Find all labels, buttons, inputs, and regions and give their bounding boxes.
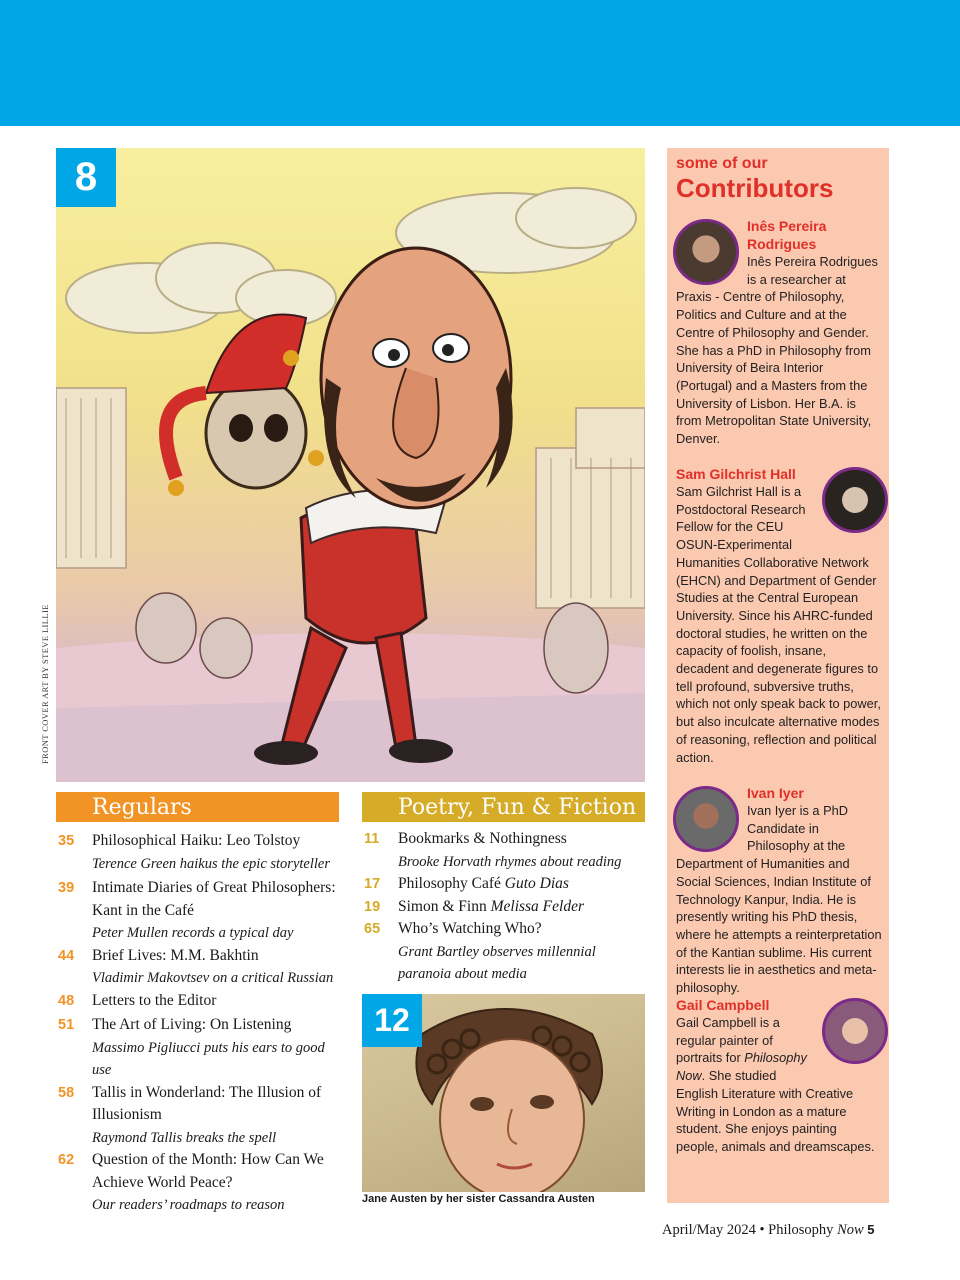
avatar — [822, 467, 888, 533]
bullet: • — [759, 1222, 765, 1238]
contributor-name: Gail Campbell — [676, 997, 770, 1013]
contributor-gail — [676, 996, 882, 1156]
entry-title: Philosophy Café — [398, 875, 501, 892]
contributor-bio: Gail Campbell is a regular painter of portraits for — [676, 1015, 780, 1066]
entry-subtitle: Massimo Pigliucci puts his ears to good use — [92, 1039, 325, 1078]
page-number: 19 — [364, 898, 381, 915]
entry-title: Letters to the Editor — [92, 991, 217, 1009]
shakespeare-caricature-image — [56, 148, 645, 782]
contributor-bio: . She studied English Literature with Creative Writing in London as a mature student. She enjoys painting people, animals and dreamscapes. — [676, 1068, 875, 1154]
page-badge-12[interactable]: 12 — [362, 994, 422, 1047]
entry-title: Brief Lives: M.M. Bakhtin — [92, 946, 259, 964]
page-number: 11 — [364, 831, 380, 847]
list-item[interactable] — [56, 945, 346, 990]
avatar — [673, 219, 739, 285]
contributor-ivan — [676, 784, 882, 997]
entry-title: The Art of Living: On Listening — [92, 1016, 292, 1033]
page-number: 44 — [58, 947, 75, 964]
entry-title: Who’s Watching Who? — [398, 920, 542, 937]
page-number: 5 — [867, 1222, 875, 1237]
page-number: 58 — [58, 1084, 75, 1101]
contributor-name: Inês Pereira Rodrigues — [747, 218, 827, 252]
list-item[interactable] — [56, 1014, 346, 1082]
entry-subtitle: Grant Bartley observes millennial paranoia about media — [398, 943, 596, 982]
entry-subtitle: Brooke Horvath rhymes about reading — [398, 853, 622, 870]
contributor-name: Ivan Iyer — [747, 785, 804, 801]
entry-title: Question of the Month: How Can We Achieve World Peace? — [92, 1151, 324, 1191]
contributors-panel — [667, 148, 889, 1203]
entry-author: Melissa Felder — [490, 897, 585, 915]
page-number: 39 — [58, 880, 75, 896]
page-number: 17 — [364, 876, 381, 892]
list-item[interactable] — [56, 990, 346, 1013]
list-item[interactable] — [362, 918, 652, 986]
list-item[interactable] — [362, 873, 652, 896]
contributors-heading: Contributors — [676, 173, 834, 203]
magazine-name-italic: Now — [837, 1222, 864, 1238]
contributor-ines — [676, 217, 882, 448]
top-color-band — [0, 0, 960, 126]
regulars-header: Regulars — [56, 792, 339, 822]
entry-title: Philosophical Haiku: Leo Tolstoy — [92, 832, 301, 849]
cover-art-credit: FRONT COVER ART BY STEVE LILLIE — [40, 604, 50, 764]
entry-title: Intimate Diaries of Great Philosophers: Kant in the Café — [92, 879, 336, 919]
page-number: 65 — [364, 921, 381, 937]
list-item[interactable] — [56, 1082, 346, 1150]
page-number: 35 — [58, 833, 75, 849]
poetry-header: Poetry, Fun & Fiction — [362, 792, 645, 822]
entry-title: Bookmarks & Nothingness — [398, 830, 567, 847]
entry-author: Guto Dias — [504, 875, 569, 892]
contributor-name: Sam Gilchrist Hall — [676, 466, 796, 482]
page-folio — [662, 1222, 875, 1239]
page-badge-8[interactable]: 8 — [56, 148, 116, 207]
entry-subtitle: Peter Mullen records a typical day — [92, 925, 294, 941]
contributors-kicker: some of our — [676, 155, 768, 172]
entry-subtitle: Terence Green haikus the epic storyteller — [92, 855, 330, 872]
page-number: 62 — [58, 1152, 75, 1168]
page-number: 48 — [58, 992, 75, 1009]
page-number: 51 — [58, 1017, 75, 1033]
entry-title: Simon & Finn — [398, 897, 487, 915]
contributor-bio: Inês Pereira Rodrigues is a researcher at Praxis - Centre of Philosophy, Politics and Culture and at the Centre of Philosophy and Gender. She has a PhD in Philosophy from University of Beira Interior (Portugal) and a Masters from the University of Lisbon. Her B.A. is from Metropolitan State University, Denver. — [676, 254, 878, 447]
contributor-bio-italic: Philosophy Now — [676, 1050, 807, 1084]
entry-subtitle: Vladimir Makovtsev on a critical Russian — [92, 970, 334, 986]
contributor-bio: Sam Gilchrist Hall is a Postdoctoral Research Fellow for the CEU OSUN-Experimental Humanities Collaborative Network (EHCN) and Department of Gender Studies at the Central European University. Since his AHRC-funded doctoral studies, he written on the capacity of foolish, insane, decadent and degenerate figures to tell profound, subversive truths, which not only speak back to power, but also inculcate alternative modes of reasoning, reflection and political action. — [676, 484, 881, 765]
list-item[interactable] — [56, 1149, 346, 1217]
list-item[interactable] — [56, 877, 346, 945]
avatar — [822, 998, 888, 1064]
issue-date: April/May 2024 — [662, 1222, 756, 1238]
avatar — [673, 786, 739, 852]
contributor-bio: Ivan Iyer is a PhD Candidate in Philosophy at the Department of Humanities and Social Sciences, Indian Institute of Technology Kanpur, India. He is presently writing his PhD thesis, where he attempts a reinterpretation of the Kantian sublime. His current interests lie in aesthetics and meta-philosophy. — [676, 803, 882, 996]
entry-subtitle: Our readers’ roadmaps to reason — [92, 1197, 285, 1213]
list-item[interactable] — [362, 896, 652, 919]
entry-subtitle: Raymond Tallis breaks the spell — [92, 1129, 277, 1146]
cover-illustration — [56, 148, 645, 782]
regulars-list — [56, 830, 346, 1217]
list-item[interactable] — [362, 828, 652, 873]
list-item[interactable] — [56, 830, 346, 875]
poetry-list — [362, 828, 652, 986]
austen-caption: Jane Austen by her sister Cassandra Austen — [362, 1193, 595, 1205]
magazine-name: Philosophy — [768, 1222, 834, 1238]
contributor-sam — [676, 465, 882, 766]
entry-title: Tallis in Wonderland: The Illusion of Illusionism — [92, 1083, 322, 1123]
